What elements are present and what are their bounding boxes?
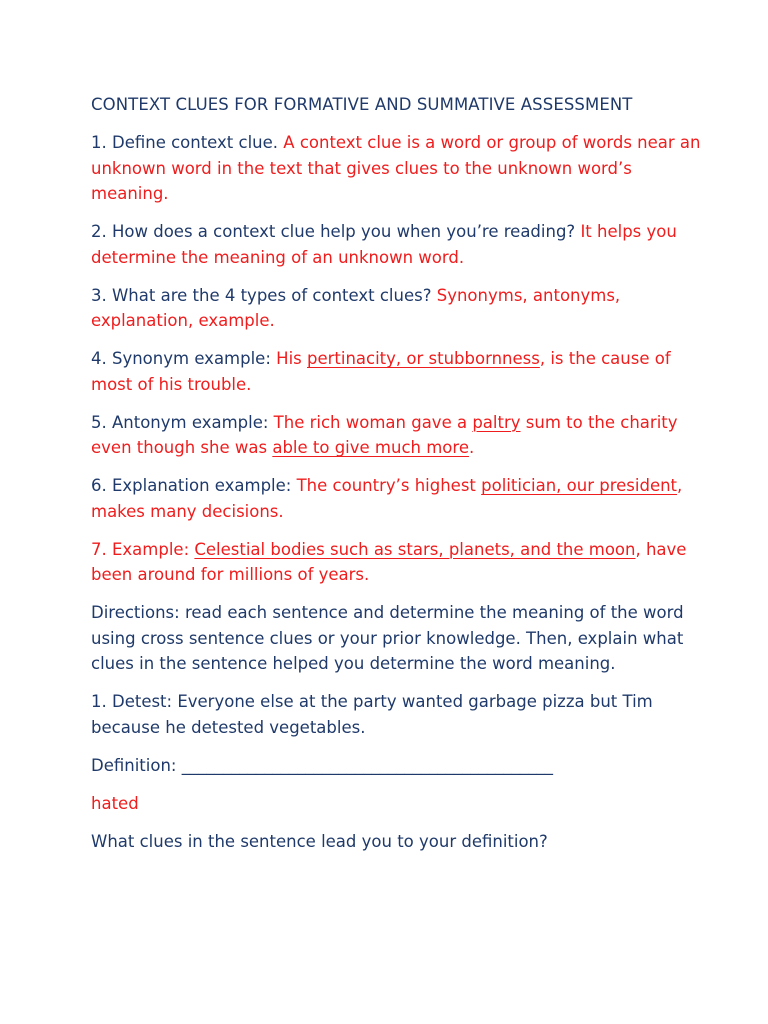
answer-4-post: , is the cause of most of his trouble.	[91, 349, 671, 394]
answer-3-text: Synonyms, antonyms, explanation, example.	[91, 285, 621, 330]
directions-text: Directions: read each sentence and determine the meaning of the word using cross sentence clues or your prior knowledge. Then, explain what clues in the sentence helped you determine the word meaning.	[91, 603, 684, 673]
definition-answer: hated	[91, 793, 139, 813]
question-1-text: 1. Define context clue.	[91, 133, 284, 152]
answer-2-text: It helps you determine the meaning of an unknown word.	[91, 222, 677, 267]
question-2-text: 2. How does a context clue help you when you’re reading?	[91, 222, 581, 241]
answer-5-underlined: paltry	[472, 412, 521, 432]
question-3	[91, 283, 711, 334]
exercise-1-sentence: 1. Detest: Everyone else at the party wanted garbage pizza but Tim because he detested vegetables.	[91, 692, 653, 737]
definition-line: Definition: _____________________________________________	[91, 755, 553, 775]
clue-question: What clues in the sentence lead you to your definition?	[91, 831, 548, 851]
question-7-text: 7. Example:	[91, 539, 195, 559]
answer-5-post: .	[468, 438, 475, 457]
worksheet-title: CONTEXT CLUES FOR FORMATIVE AND SUMMATIVE ASSESSMENT	[91, 95, 633, 114]
answer-6-underlined: politician, our president	[481, 476, 678, 495]
question-4-text: 4. Synonym example:	[91, 349, 277, 368]
question-3-text: 3. What are the 4 types of context clues?	[91, 285, 437, 305]
answer-4-underlined: pertinacity, or stubbornness	[307, 349, 540, 368]
answer-7-underlined: Celestial bodies such as stars, planets, and the moon	[194, 539, 636, 559]
question-6	[91, 473, 711, 524]
answer-4-pre: His	[276, 349, 307, 368]
question-4	[91, 346, 711, 397]
question-5-text: 5. Antonym example:	[91, 412, 274, 432]
answer-1-text: A context clue is a word or group of words near an unknown word in the text that gives clues to the unknown word’s meaning.	[91, 133, 701, 203]
question-2	[91, 219, 711, 270]
question-5	[91, 410, 711, 461]
answer-6-pre: The country’s highest	[296, 476, 482, 495]
question-7	[91, 537, 711, 588]
answer-6-post: , makes many decisions.	[91, 476, 683, 521]
answer-5-pre: The rich woman gave a	[273, 412, 473, 432]
question-6-text: 6. Explanation example:	[91, 476, 297, 495]
worksheet-page	[91, 92, 711, 867]
answer-5-mid: sum to the charity even though she was	[91, 412, 678, 457]
question-1	[91, 130, 711, 207]
answer-5-underlined-2: able to give much more	[272, 438, 469, 457]
answer-7-post: , have been around for millions of years.	[91, 539, 687, 584]
